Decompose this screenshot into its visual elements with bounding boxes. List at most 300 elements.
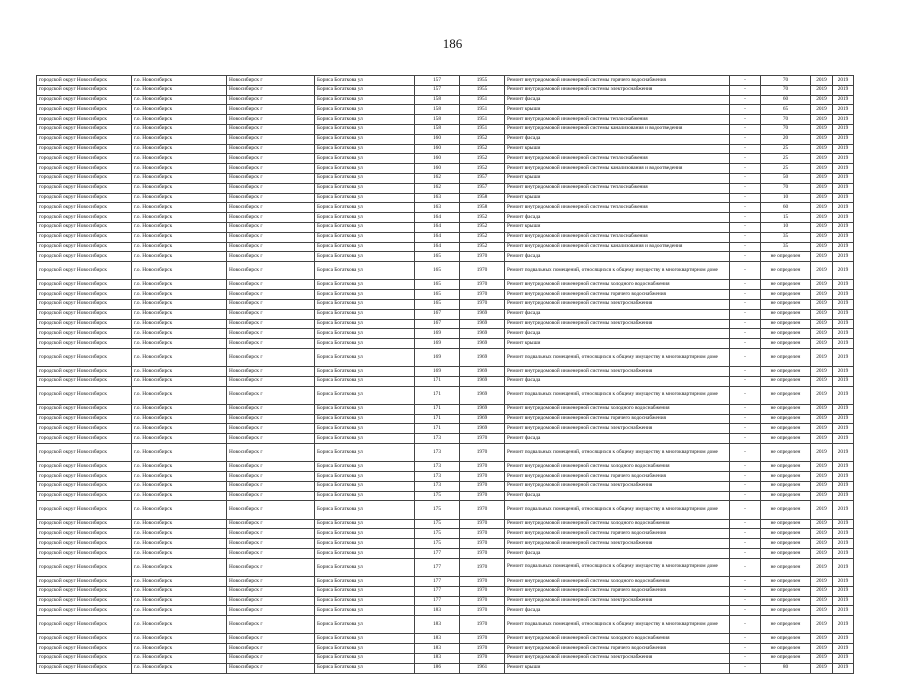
district-cell: городской округ Новосибирск	[37, 115, 132, 125]
build-year-cell: 1970	[460, 434, 505, 444]
table-row	[37, 213, 854, 223]
street-cell: Бориса Богаткова ул	[315, 367, 415, 377]
district-cell: городской округ Новосибирск	[37, 309, 132, 319]
work-type-cell: Ремонт фасада	[505, 491, 730, 501]
district-cell: городской округ Новосибирск	[37, 653, 132, 663]
house-number-cell: 157	[415, 76, 460, 86]
street-cell: Бориса Богаткова ул	[315, 280, 415, 290]
placeholder-cell: -	[730, 193, 761, 203]
district-cell: городской округ Новосибирск	[37, 462, 132, 472]
plan-year-end-cell: 2019	[833, 319, 854, 329]
plan-year-end-cell: 2019	[833, 462, 854, 472]
build-year-cell: 1951	[460, 124, 505, 134]
build-year-cell: 1969	[460, 404, 505, 414]
build-year-cell: 1970	[460, 472, 505, 482]
work-type-cell: Ремонт подвальных помещений, относящихся к общему имуществу в многоквартирном доме	[505, 558, 730, 576]
settlement-cell: г.о. Новосибирск	[132, 367, 227, 377]
district-cell: городской округ Новосибирск	[37, 424, 132, 434]
district-cell: городской округ Новосибирск	[37, 144, 132, 154]
plan-year-end-cell: 2019	[833, 280, 854, 290]
district-cell: городской округ Новосибирск	[37, 519, 132, 529]
build-year-cell: 1969	[460, 386, 505, 404]
district-cell: городской округ Новосибирск	[37, 596, 132, 606]
plan-year-start-cell: 2019	[811, 76, 833, 86]
build-year-cell: 1970	[460, 462, 505, 472]
city-cell: Новосибирск г	[227, 491, 315, 501]
district-cell: городской округ Новосибирск	[37, 154, 132, 164]
city-cell: Новосибирск г	[227, 616, 315, 634]
house-number-cell: 173	[415, 434, 460, 444]
settlement-cell: г.о. Новосибирск	[132, 644, 227, 654]
build-year-cell: 1969	[460, 309, 505, 319]
work-type-cell: Ремонт внутридомовой инженерной системы канализования и водоотведения	[505, 124, 730, 134]
settlement-cell: г.о. Новосибирск	[132, 76, 227, 86]
street-cell: Бориса Богаткова ул	[315, 319, 415, 329]
street-cell: Бориса Богаткова ул	[315, 577, 415, 587]
plan-year-end-cell: 2019	[833, 634, 854, 644]
work-type-cell: Ремонт внутридомовой инженерной системы канализования и водоотведения	[505, 242, 730, 252]
plan-year-end-cell: 2019	[833, 558, 854, 576]
plan-year-end-cell: 2019	[833, 144, 854, 154]
table-row	[37, 262, 854, 280]
city-cell: Новосибирск г	[227, 339, 315, 349]
cost-cell: 65	[761, 105, 811, 115]
table-row	[37, 481, 854, 491]
district-cell: городской округ Новосибирск	[37, 193, 132, 203]
district-cell: городской округ Новосибирск	[37, 222, 132, 232]
cost-cell: 80	[761, 663, 811, 673]
district-cell: городской округ Новосибирск	[37, 414, 132, 424]
house-number-cell: 177	[415, 549, 460, 559]
build-year-cell: 1970	[460, 501, 505, 519]
plan-year-start-cell: 2019	[811, 290, 833, 300]
plan-year-end-cell: 2019	[833, 434, 854, 444]
plan-year-start-cell: 2019	[811, 329, 833, 339]
settlement-cell: г.о. Новосибирск	[132, 280, 227, 290]
build-year-cell: 1952	[460, 222, 505, 232]
settlement-cell: г.о. Новосибирск	[132, 105, 227, 115]
settlement-cell: г.о. Новосибирск	[132, 242, 227, 252]
placeholder-cell: -	[730, 501, 761, 519]
city-cell: Новосибирск г	[227, 203, 315, 213]
build-year-cell: 1970	[460, 262, 505, 280]
plan-year-end-cell: 2019	[833, 309, 854, 319]
house-number-cell: 173	[415, 472, 460, 482]
street-cell: Бориса Богаткова ул	[315, 309, 415, 319]
plan-year-end-cell: 2019	[833, 339, 854, 349]
work-type-cell: Ремонт внутридомовой инженерной системы холодного водоснабжения	[505, 577, 730, 587]
district-cell: городской округ Новосибирск	[37, 501, 132, 519]
street-cell: Бориса Богаткова ул	[315, 193, 415, 203]
settlement-cell: г.о. Новосибирск	[132, 222, 227, 232]
build-year-cell: 1952	[460, 242, 505, 252]
district-cell: городской округ Новосибирск	[37, 105, 132, 115]
house-number-cell: 171	[415, 376, 460, 386]
city-cell: Новосибирск г	[227, 222, 315, 232]
plan-year-end-cell: 2019	[833, 519, 854, 529]
settlement-cell: г.о. Новосибирск	[132, 653, 227, 663]
house-number-cell: 175	[415, 529, 460, 539]
plan-year-start-cell: 2019	[811, 299, 833, 309]
placeholder-cell: -	[730, 386, 761, 404]
plan-year-start-cell: 2019	[811, 491, 833, 501]
street-cell: Бориса Богаткова ул	[315, 85, 415, 95]
house-number-cell: 165	[415, 299, 460, 309]
city-cell: Новосибирск г	[227, 424, 315, 434]
city-cell: Новосибирск г	[227, 549, 315, 559]
settlement-cell: г.о. Новосибирск	[132, 348, 227, 366]
settlement-cell: г.о. Новосибирск	[132, 290, 227, 300]
city-cell: Новосибирск г	[227, 376, 315, 386]
build-year-cell: 1970	[460, 529, 505, 539]
district-cell: городской округ Новосибирск	[37, 376, 132, 386]
plan-year-end-cell: 2019	[833, 173, 854, 183]
settlement-cell: г.о. Новосибирск	[132, 558, 227, 576]
cost-cell: не определен	[761, 606, 811, 616]
plan-year-start-cell: 2019	[811, 319, 833, 329]
table-row	[37, 85, 854, 95]
street-cell: Бориса Богаткова ул	[315, 232, 415, 242]
plan-year-start-cell: 2019	[811, 213, 833, 223]
build-year-cell: 1969	[460, 414, 505, 424]
street-cell: Бориса Богаткова ул	[315, 491, 415, 501]
street-cell: Бориса Богаткова ул	[315, 173, 415, 183]
street-cell: Бориса Богаткова ул	[315, 501, 415, 519]
work-type-cell: Ремонт фасада	[505, 213, 730, 223]
placeholder-cell: -	[730, 663, 761, 673]
cost-cell: не определен	[761, 376, 811, 386]
settlement-cell: г.о. Новосибирск	[132, 577, 227, 587]
build-year-cell: 1970	[460, 549, 505, 559]
city-cell: Новосибирск г	[227, 501, 315, 519]
build-year-cell: 1969	[460, 319, 505, 329]
house-number-cell: 186	[415, 663, 460, 673]
work-type-cell: Ремонт подвальных помещений, относящихся к общему имуществу в многоквартирном доме	[505, 444, 730, 462]
plan-year-start-cell: 2019	[811, 280, 833, 290]
house-number-cell: 160	[415, 144, 460, 154]
house-number-cell: 158	[415, 95, 460, 105]
work-type-cell: Ремонт внутридомовой инженерной системы теплоснабжения	[505, 154, 730, 164]
cost-cell: 25	[761, 164, 811, 174]
build-year-cell: 1958	[460, 193, 505, 203]
settlement-cell: г.о. Новосибирск	[132, 491, 227, 501]
plan-year-start-cell: 2019	[811, 434, 833, 444]
build-year-cell: 1952	[460, 154, 505, 164]
work-type-cell: Ремонт подвальных помещений, относящихся к общему имуществу в многоквартирном доме	[505, 348, 730, 366]
city-cell: Новосибирск г	[227, 634, 315, 644]
city-cell: Новосибирск г	[227, 444, 315, 462]
cost-cell: 70	[761, 85, 811, 95]
work-type-cell: Ремонт внутридомовой инженерной системы горячего водоснабжения	[505, 529, 730, 539]
settlement-cell: г.о. Новосибирск	[132, 124, 227, 134]
work-type-cell: Ремонт внутридомовой инженерной системы электроснабжения	[505, 424, 730, 434]
placeholder-cell: -	[730, 376, 761, 386]
plan-year-end-cell: 2019	[833, 329, 854, 339]
cost-cell: 60	[761, 95, 811, 105]
house-number-cell: 175	[415, 501, 460, 519]
cost-cell: не определен	[761, 367, 811, 377]
cost-cell: не определен	[761, 386, 811, 404]
house-number-cell: 171	[415, 386, 460, 404]
house-number-cell: 164	[415, 213, 460, 223]
settlement-cell: г.о. Новосибирск	[132, 424, 227, 434]
settlement-cell: г.о. Новосибирск	[132, 606, 227, 616]
street-cell: Бориса Богаткова ул	[315, 424, 415, 434]
city-cell: Новосибирск г	[227, 529, 315, 539]
build-year-cell: 1951	[460, 105, 505, 115]
build-year-cell: 1970	[460, 634, 505, 644]
build-year-cell: 1958	[460, 203, 505, 213]
district-cell: городской округ Новосибирск	[37, 262, 132, 280]
cost-cell: не определен	[761, 644, 811, 654]
placeholder-cell: -	[730, 319, 761, 329]
cost-cell: 70	[761, 76, 811, 86]
plan-year-start-cell: 2019	[811, 404, 833, 414]
plan-year-start-cell: 2019	[811, 481, 833, 491]
house-number-cell: 183	[415, 644, 460, 654]
city-cell: Новосибирск г	[227, 290, 315, 300]
placeholder-cell: -	[730, 144, 761, 154]
build-year-cell: 1955	[460, 85, 505, 95]
street-cell: Бориса Богаткова ул	[315, 404, 415, 414]
build-year-cell: 1970	[460, 290, 505, 300]
district-cell: городской округ Новосибирск	[37, 164, 132, 174]
cost-cell: 10	[761, 193, 811, 203]
district-cell: городской округ Новосибирск	[37, 367, 132, 377]
table-row	[37, 434, 854, 444]
plan-year-end-cell: 2019	[833, 222, 854, 232]
build-year-cell: 1970	[460, 616, 505, 634]
table-row	[37, 183, 854, 193]
house-number-cell: 169	[415, 339, 460, 349]
cost-cell: не определен	[761, 491, 811, 501]
build-year-cell: 1970	[460, 606, 505, 616]
plan-year-start-cell: 2019	[811, 173, 833, 183]
street-cell: Бориса Богаткова ул	[315, 653, 415, 663]
street-cell: Бориса Богаткова ул	[315, 549, 415, 559]
build-year-cell: 1970	[460, 586, 505, 596]
street-cell: Бориса Богаткова ул	[315, 203, 415, 213]
city-cell: Новосибирск г	[227, 414, 315, 424]
build-year-cell: 1970	[460, 653, 505, 663]
work-type-cell: Ремонт внутридомовой инженерной системы горячего водоснабжения	[505, 644, 730, 654]
plan-year-end-cell: 2019	[833, 164, 854, 174]
settlement-cell: г.о. Новосибирск	[132, 134, 227, 144]
plan-year-end-cell: 2019	[833, 262, 854, 280]
house-number-cell: 157	[415, 85, 460, 95]
plan-year-start-cell: 2019	[811, 414, 833, 424]
city-cell: Новосибирск г	[227, 95, 315, 105]
settlement-cell: г.о. Новосибирск	[132, 596, 227, 606]
street-cell: Бориса Богаткова ул	[315, 386, 415, 404]
plan-year-end-cell: 2019	[833, 586, 854, 596]
house-number-cell: 183	[415, 634, 460, 644]
plan-year-end-cell: 2019	[833, 76, 854, 86]
placeholder-cell: -	[730, 124, 761, 134]
placeholder-cell: -	[730, 164, 761, 174]
table-row	[37, 596, 854, 606]
cost-cell: не определен	[761, 404, 811, 414]
plan-year-start-cell: 2019	[811, 85, 833, 95]
settlement-cell: г.о. Новосибирск	[132, 329, 227, 339]
placeholder-cell: -	[730, 154, 761, 164]
settlement-cell: г.о. Новосибирск	[132, 95, 227, 105]
city-cell: Новосибирск г	[227, 348, 315, 366]
work-type-cell: Ремонт крыши	[505, 105, 730, 115]
cost-cell: не определен	[761, 577, 811, 587]
plan-year-end-cell: 2019	[833, 154, 854, 164]
street-cell: Бориса Богаткова ул	[315, 164, 415, 174]
work-type-cell: Ремонт внутридомовой инженерной системы холодного водоснабжения	[505, 634, 730, 644]
plan-year-start-cell: 2019	[811, 242, 833, 252]
table-row	[37, 222, 854, 232]
city-cell: Новосибирск г	[227, 653, 315, 663]
work-type-cell: Ремонт подвальных помещений, относящихся к общему имуществу в многоквартирном доме	[505, 262, 730, 280]
table-row	[37, 491, 854, 501]
settlement-cell: г.о. Новосибирск	[132, 299, 227, 309]
settlement-cell: г.о. Новосибирск	[132, 262, 227, 280]
work-type-cell: Ремонт подвальных помещений, относящихся к общему имуществу в многоквартирном доме	[505, 616, 730, 634]
district-cell: городской округ Новосибирск	[37, 213, 132, 223]
district-cell: городской округ Новосибирск	[37, 577, 132, 587]
house-number-cell: 162	[415, 183, 460, 193]
settlement-cell: г.о. Новосибирск	[132, 339, 227, 349]
build-year-cell: 1970	[460, 252, 505, 262]
plan-year-end-cell: 2019	[833, 232, 854, 242]
cost-cell: не определен	[761, 329, 811, 339]
district-cell: городской округ Новосибирск	[37, 290, 132, 300]
house-number-cell: 169	[415, 348, 460, 366]
city-cell: Новосибирск г	[227, 319, 315, 329]
city-cell: Новосибирск г	[227, 596, 315, 606]
work-type-cell: Ремонт внутридомовой инженерной системы горячего водоснабжения	[505, 472, 730, 482]
build-year-cell: 1961	[460, 663, 505, 673]
plan-year-end-cell: 2019	[833, 414, 854, 424]
table-row	[37, 367, 854, 377]
build-year-cell: 1970	[460, 558, 505, 576]
house-number-cell: 158	[415, 105, 460, 115]
district-cell: городской округ Новосибирск	[37, 586, 132, 596]
street-cell: Бориса Богаткова ул	[315, 434, 415, 444]
district-cell: городской округ Новосибирск	[37, 280, 132, 290]
plan-year-end-cell: 2019	[833, 367, 854, 377]
placeholder-cell: -	[730, 653, 761, 663]
cost-cell: не определен	[761, 444, 811, 462]
placeholder-cell: -	[730, 491, 761, 501]
plan-year-start-cell: 2019	[811, 154, 833, 164]
street-cell: Бориса Богаткова ул	[315, 472, 415, 482]
table-row	[37, 414, 854, 424]
district-cell: городской округ Новосибирск	[37, 472, 132, 482]
city-cell: Новосибирск г	[227, 586, 315, 596]
table-row	[37, 329, 854, 339]
district-cell: городской округ Новосибирск	[37, 232, 132, 242]
placeholder-cell: -	[730, 606, 761, 616]
plan-year-start-cell: 2019	[811, 444, 833, 462]
street-cell: Бориса Богаткова ул	[315, 663, 415, 673]
cost-cell: не определен	[761, 481, 811, 491]
street-cell: Бориса Богаткова ул	[315, 144, 415, 154]
district-cell: городской округ Новосибирск	[37, 183, 132, 193]
placeholder-cell: -	[730, 596, 761, 606]
cost-cell: не определен	[761, 549, 811, 559]
work-type-cell: Ремонт фасада	[505, 329, 730, 339]
work-type-cell: Ремонт подвальных помещений, относящихся к общему имуществу в многоквартирном доме	[505, 501, 730, 519]
plan-year-end-cell: 2019	[833, 539, 854, 549]
table-row	[37, 634, 854, 644]
table-row	[37, 105, 854, 115]
city-cell: Новосибирск г	[227, 644, 315, 654]
plan-year-end-cell: 2019	[833, 424, 854, 434]
street-cell: Бориса Богаткова ул	[315, 558, 415, 576]
plan-year-start-cell: 2019	[811, 616, 833, 634]
table-row	[37, 472, 854, 482]
table-row	[37, 319, 854, 329]
settlement-cell: г.о. Новосибирск	[132, 85, 227, 95]
plan-year-end-cell: 2019	[833, 376, 854, 386]
plan-year-end-cell: 2019	[833, 616, 854, 634]
cost-cell: не определен	[761, 280, 811, 290]
district-cell: городской округ Новосибирск	[37, 252, 132, 262]
settlement-cell: г.о. Новосибирск	[132, 309, 227, 319]
table-row	[37, 144, 854, 154]
plan-year-end-cell: 2019	[833, 348, 854, 366]
table-row	[37, 134, 854, 144]
settlement-cell: г.о. Новосибирск	[132, 462, 227, 472]
table-row	[37, 95, 854, 105]
house-number-cell: 165	[415, 262, 460, 280]
district-cell: городской округ Новосибирск	[37, 606, 132, 616]
plan-year-end-cell: 2019	[833, 85, 854, 95]
table-row	[37, 115, 854, 125]
work-type-cell: Ремонт крыши	[505, 193, 730, 203]
street-cell: Бориса Богаткова ул	[315, 183, 415, 193]
plan-year-start-cell: 2019	[811, 424, 833, 434]
plan-year-start-cell: 2019	[811, 558, 833, 576]
settlement-cell: г.о. Новосибирск	[132, 634, 227, 644]
build-year-cell: 1952	[460, 213, 505, 223]
table-row	[37, 404, 854, 414]
district-cell: городской округ Новосибирск	[37, 444, 132, 462]
plan-year-end-cell: 2019	[833, 242, 854, 252]
work-type-cell: Ремонт внутридомовой инженерной системы электроснабжения	[505, 85, 730, 95]
city-cell: Новосибирск г	[227, 232, 315, 242]
placeholder-cell: -	[730, 213, 761, 223]
street-cell: Бориса Богаткова ул	[315, 376, 415, 386]
plan-year-start-cell: 2019	[811, 501, 833, 519]
city-cell: Новосибирск г	[227, 481, 315, 491]
settlement-cell: г.о. Новосибирск	[132, 434, 227, 444]
table-row	[37, 339, 854, 349]
placeholder-cell: -	[730, 134, 761, 144]
plan-year-end-cell: 2019	[833, 213, 854, 223]
city-cell: Новосибирск г	[227, 242, 315, 252]
build-year-cell: 1970	[460, 481, 505, 491]
plan-year-start-cell: 2019	[811, 339, 833, 349]
cost-cell: не определен	[761, 501, 811, 519]
work-type-cell: Ремонт внутридомовой инженерной системы электроснабжения	[505, 319, 730, 329]
build-year-cell: 1952	[460, 144, 505, 154]
plan-year-start-cell: 2019	[811, 663, 833, 673]
house-number-cell: 177	[415, 586, 460, 596]
plan-year-end-cell: 2019	[833, 549, 854, 559]
placeholder-cell: -	[730, 95, 761, 105]
city-cell: Новосибирск г	[227, 76, 315, 86]
build-year-cell: 1969	[460, 424, 505, 434]
settlement-cell: г.о. Новосибирск	[132, 539, 227, 549]
placeholder-cell: -	[730, 85, 761, 95]
city-cell: Новосибирск г	[227, 329, 315, 339]
